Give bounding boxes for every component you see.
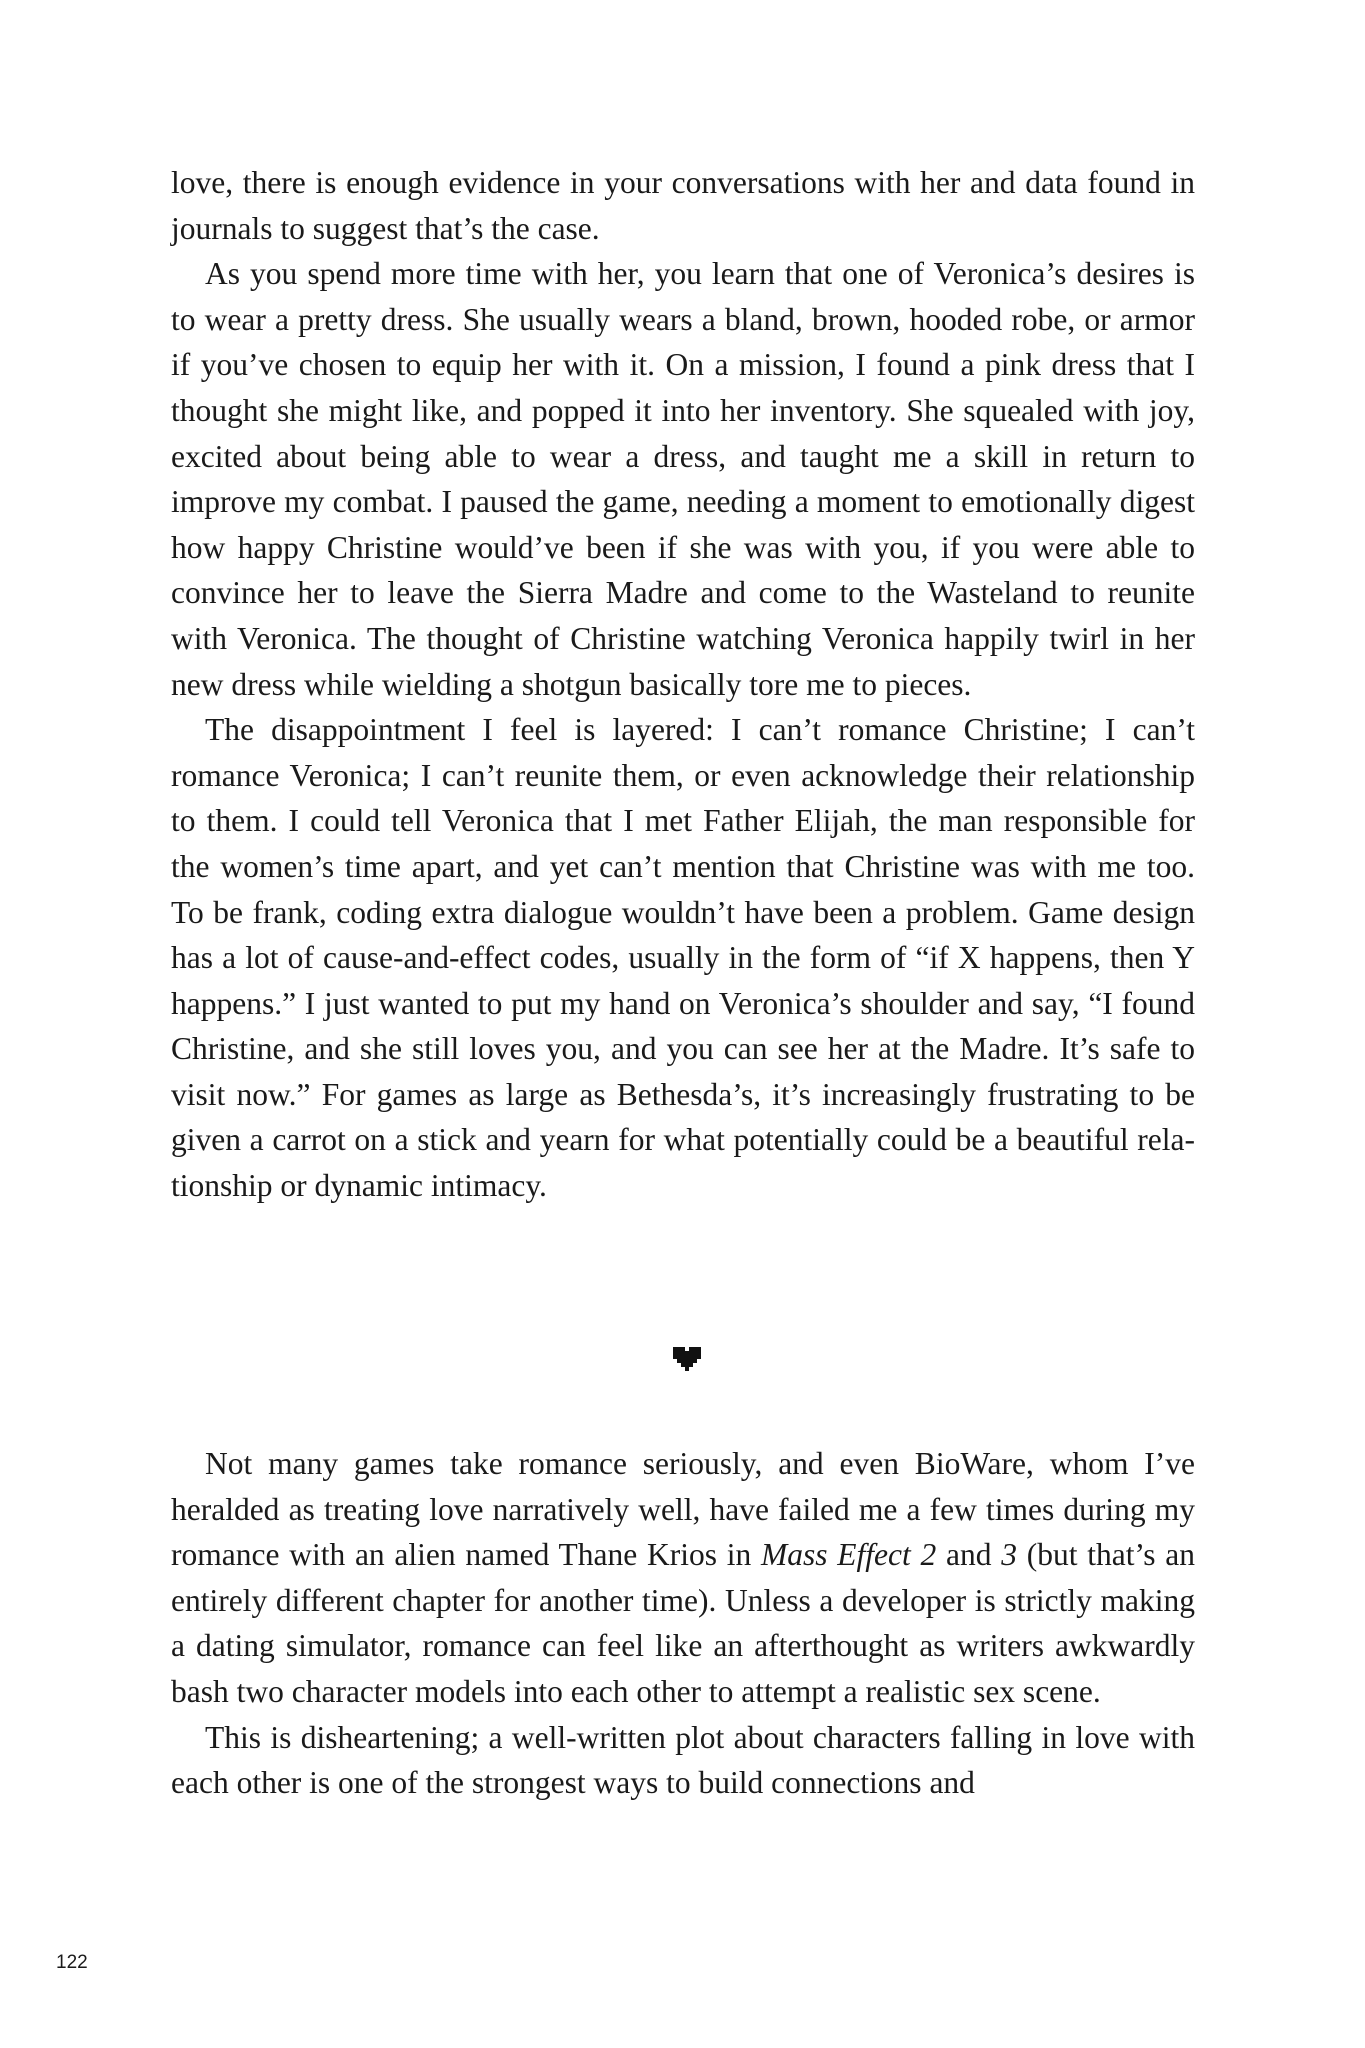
text-run: (but that’s an entirely different chapter for another time). Unless a developer is strictly making a dating simulator, romance can feel like an afterthought as writers awkwardly bash two character models into each other to attempt a realistic sex scene.: [171, 1537, 1196, 1709]
text-run: Not many games take romance seriously, and even BioWare, whom I’ve heralded as treating love narratively well, have failed me a few times during my romance with an alien named Thane Krios in: [171, 1446, 1195, 1573]
body-text-section-two: [171, 1441, 1195, 1806]
paragraph-continued: love, there is enough evidence in your conversations with her and data found in journals to suggest that’s the case.: [171, 165, 1195, 246]
body-text-section-one: [171, 160, 1195, 1209]
paragraph-disappointment: The disappointment I feel is layered: I can’t romance Christine; I can’t romance Veronica; I can’t reunite them, or even acknowledge their relationship to them. I could tell Veronica that I met Father Elijah, the man responsible for the women’s time apart, and yet can’t mention that Christine was with me too. To be frank, coding extra dialogue wouldn’t have been a problem. Game design has a lot of cause-and-effect codes, usually in the form of “if X happens, then Y happens.” I just wanted to put my hand on Veronica’s shoulder and say, “I found Christine, and she still loves you, and you can see her at the Madre. It’s safe to visit now.” For games as large as Bethesda’s, it’s increasingly frustrating to be given a carrot on a stick and yearn for what potentially could be a beautiful relationship or dynamic intimacy.: [171, 712, 1195, 1204]
paragraph-romance-seriously: [171, 1441, 1195, 1715]
page-number: 122: [56, 1952, 88, 1973]
paragraph-disheartening: This is disheartening; a well-written plot about characters falling in love with each other is one of the strongest ways to build connections and: [171, 1719, 1195, 1801]
game-title: 3: [1001, 1537, 1018, 1573]
section-break: [0, 1346, 1365, 1376]
text-run: and: [936, 1537, 1002, 1573]
pixel-heart-icon: [673, 1346, 701, 1376]
game-title: Mass Effect 2: [761, 1537, 937, 1573]
paragraph-veronica-dress: As you spend more time with her, you learn that one of Veronica’s desires is to wear a pretty dress. She usually wears a bland, brown, hooded robe, or armor if you’ve chosen to equip her with it. On a mission, I found a pink dress that I thought she might like, and popped it into her inventory. She squealed with joy, excited about being able to wear a dress, and taught me a skill in return to improve my combat. I paused the game, needing a moment to emotionally digest how happy Christine would’ve been if she was with you, if you were able to convince her to leave the Sierra Madre and come to the Wasteland to reunite with Veronica. The thought of Christine watching Veronica happily twirl in her new dress while wielding a shotgun basically tore me to pieces.: [171, 256, 1195, 702]
